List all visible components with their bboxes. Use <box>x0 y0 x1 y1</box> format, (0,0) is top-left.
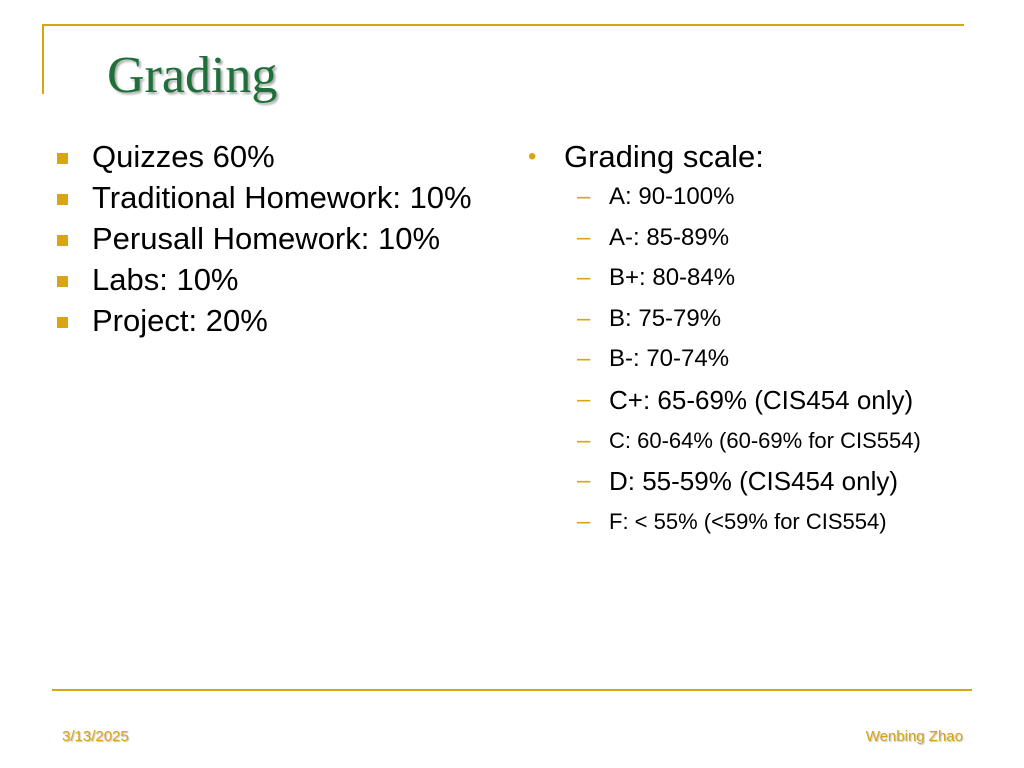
footer-author: Wenbing Zhao <box>865 728 963 745</box>
dash-bullet-icon: – <box>577 264 591 292</box>
dash-bullet-icon: – <box>577 507 591 535</box>
scale-item-text: A: 90-100% <box>609 183 735 210</box>
list-item <box>520 502 921 543</box>
list-item-text: Labs: 10% <box>92 262 239 297</box>
dash-bullet-icon: – <box>577 385 591 413</box>
dash-bullet-icon: – <box>577 345 591 373</box>
grading-scale-section <box>520 136 921 542</box>
list-item <box>52 300 472 341</box>
list-item <box>520 258 921 299</box>
list-item <box>520 421 921 462</box>
scale-item-text: C: 60-64% (60-69% for CIS554) <box>609 427 921 453</box>
dash-bullet-icon: – <box>577 223 591 251</box>
square-bullet-icon <box>57 317 68 328</box>
footer-date: 3/13/2025 <box>62 728 129 745</box>
list-item-text: Perusall Homework: 10% <box>92 221 441 256</box>
list-item-text: Quizzes 60% <box>92 139 275 174</box>
list-item-text: Traditional Homework: 10% <box>92 180 472 215</box>
dash-bullet-icon: – <box>577 467 591 495</box>
list-item <box>520 218 921 259</box>
list-item <box>520 299 921 340</box>
dash-bullet-icon: – <box>577 426 591 454</box>
square-bullet-icon <box>57 194 68 205</box>
list-item-text: Project: 20% <box>92 303 268 338</box>
slide-title: Grading <box>107 47 278 104</box>
frame-top-line <box>42 24 964 26</box>
list-item <box>52 259 472 300</box>
scale-item-text: D: 55-59% (CIS454 only) <box>609 466 899 497</box>
square-bullet-icon <box>57 235 68 246</box>
list-item <box>52 218 472 259</box>
grading-scale-heading-row <box>520 136 921 177</box>
square-bullet-icon <box>57 276 68 287</box>
list-item <box>520 461 921 502</box>
dot-bullet-icon: • <box>528 143 537 170</box>
list-item <box>52 177 472 218</box>
grade-weights-list <box>52 136 472 341</box>
frame-left-line <box>42 24 44 94</box>
list-item <box>520 339 921 380</box>
square-bullet-icon <box>57 153 68 164</box>
scale-item-text: B-: 70-74% <box>609 345 730 373</box>
grading-scale-heading: Grading scale: <box>564 139 764 174</box>
grading-scale-list <box>520 177 921 542</box>
dash-bullet-icon: – <box>577 304 591 332</box>
footer-divider <box>52 689 972 691</box>
scale-item-text: B: 75-79% <box>609 304 722 332</box>
list-item <box>52 136 472 177</box>
list-item <box>520 177 921 218</box>
scale-item-text: B+: 80-84% <box>609 264 736 292</box>
scale-item-text: C+: 65-69% (CIS454 only) <box>609 384 914 415</box>
list-item <box>520 380 921 421</box>
scale-item-text: A-: 85-89% <box>609 223 730 251</box>
dash-bullet-icon: – <box>577 183 591 210</box>
scale-item-text: F: < 55% (<59% for CIS554) <box>609 508 887 534</box>
